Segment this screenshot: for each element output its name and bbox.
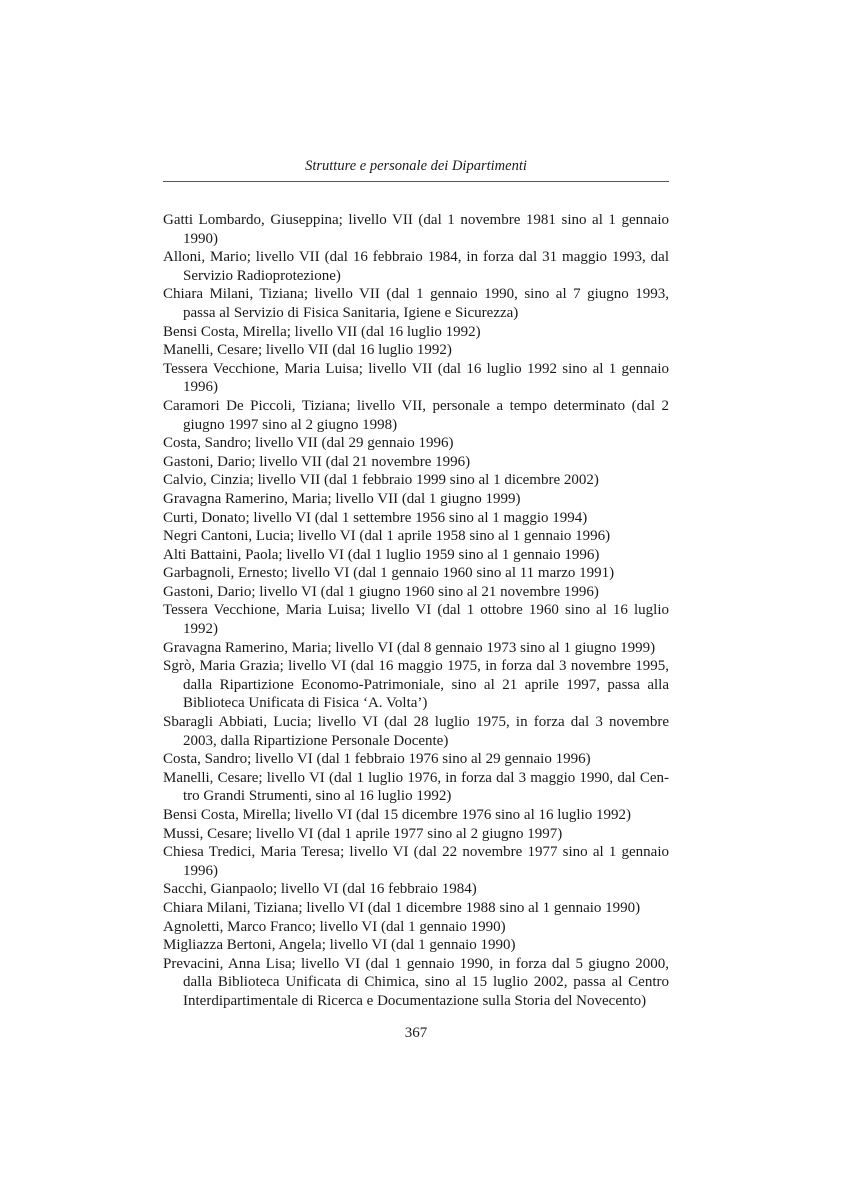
- staff-entry: Agnoletti, Marco Franco; livello VI (dal 1 gennaio 1990): [163, 918, 506, 935]
- staff-entry: Gravagna Ramerino, Maria; livello VI (dal 8 gennaio 1973 sino al 1 giugno 1999): [163, 639, 656, 656]
- staff-entry: Gastoni, Dario; livello VII (dal 21 novembre 1996): [163, 453, 471, 470]
- staff-entry: Chiara Milani, Tiziana; livello VI (dal 1 dicembre 1988 sino al 1 gennaio 1990): [163, 899, 641, 916]
- staff-entry: Tessera Vecchione, Maria Luisa; livello VI (dal 1 ottobre 1960 sino al 16 luglio 1992): [163, 602, 669, 638]
- staff-entry: Manelli, Cesare; livello VI (dal 1 luglio 1976, in forza dal 3 maggio 1990, dal Centro Grandi Strumenti, sino al 16 luglio 1992): [163, 769, 669, 805]
- staff-entry: Prevacini, Anna Lisa; livello VI (dal 1 gennaio 1990, in forza dal 5 giugno 2000, dalla Biblioteca Unificata di Chimica, sino al 15 luglio 2002, passa al Centro Interdipartimentale di Ricerca e Documentazione sulla Storia del Novecento): [163, 955, 669, 1009]
- staff-entry: Caramori De Piccoli, Tiziana; livello VII, personale a tempo determinato (dal 2 giugno 1997 sino al 2 giugno 1998): [163, 397, 669, 433]
- staff-entry: Manelli, Cesare; livello VII (dal 16 luglio 1992): [163, 342, 452, 359]
- staff-list: [163, 211, 669, 1011]
- staff-entry: Alloni, Mario; livello VII (dal 16 febbraio 1984, in forza dal 31 maggio 1993, dal Servizio Radioprotezione): [163, 249, 669, 284]
- staff-entry: Tessera Vecchione, Maria Luisa; livello VII (dal 16 luglio 1992 sino al 1 gennaio 1996): [163, 360, 669, 396]
- staff-entry: Bensi Costa, Mirella; livello VII (dal 16 luglio 1992): [163, 323, 481, 340]
- running-title: Strutture e personale dei Dipartimenti: [305, 158, 527, 174]
- staff-entry: Garbagnoli, Ernesto; livello VI (dal 1 gennaio 1960 sino al 11 marzo 1991): [163, 565, 615, 582]
- staff-entry: Sgrò, Maria Grazia; livello VI (dal 16 maggio 1975, in forza dal 3 novembre 1995, dalla Ripartizione Economo-Patrimoniale, sino al 21 aprile 1997, passa alla Biblioteca Unificata di Fisica ‘A. Volta’): [163, 658, 669, 712]
- staff-entry: Mussi, Cesare; livello VI (dal 1 aprile 1977 sino al 2 giugno 1997): [163, 825, 563, 842]
- staff-entry: Gravagna Ramerino, Maria; livello VII (dal 1 giugno 1999): [163, 490, 521, 507]
- staff-entry: Gatti Lombardo, Giuseppina; livello VII (dal 1 novembre 1981 sino al 1 gennaio 1990): [163, 212, 669, 247]
- staff-entry: Negri Cantoni, Lucia; livello VI (dal 1 aprile 1958 sino al 1 gennaio 1996): [163, 528, 611, 545]
- staff-entry: Costa, Sandro; livello VI (dal 1 febbraio 1976 sino al 29 gennaio 1996): [163, 751, 591, 768]
- staff-entry: Bensi Costa, Mirella; livello VI (dal 15 dicembre 1976 sino al 16 luglio 1992): [163, 807, 631, 823]
- header-rule: [163, 181, 669, 182]
- staff-entry: Chiara Milani, Tiziana; livello VII (dal 1 gennaio 1990, sino al 7 giugno 1993, passa al Servizio di Fisica Sanitaria, Igiene e Sicurezza): [163, 286, 669, 321]
- page-number: 367: [404, 1025, 428, 1041]
- staff-entry: Calvio, Cinzia; livello VII (dal 1 febbraio 1999 sino al 1 dicembre 2002): [163, 472, 599, 489]
- staff-entry: Curti, Donato; livello VI (dal 1 settembre 1956 sino al 1 maggio 1994): [163, 509, 588, 526]
- staff-entry: Migliazza Bertoni, Angela; livello VI (dal 1 gennaio 1990): [163, 937, 516, 954]
- staff-entry: Alti Battaini, Paola; livello VI (dal 1 luglio 1959 sino al 1 gennaio 1996): [163, 546, 600, 563]
- staff-entry: Chiesa Tredici, Maria Teresa; livello VI (dal 22 novembre 1977 sino al 1 gennaio 1996): [163, 844, 669, 879]
- staff-entry: Costa, Sandro; livello VII (dal 29 gennaio 1996): [163, 435, 454, 452]
- staff-entry: Sbaragli Abbiati, Lucia; livello VI (dal 28 luglio 1975, in forza dal 3 novembre 2003, dalla Ripartizione Personale Docente): [163, 714, 669, 749]
- staff-entry: Sacchi, Gianpaolo; livello VI (dal 16 febbraio 1984): [163, 881, 477, 898]
- staff-entry: Gastoni, Dario; livello VI (dal 1 giugno 1960 sino al 21 novembre 1996): [163, 583, 599, 600]
